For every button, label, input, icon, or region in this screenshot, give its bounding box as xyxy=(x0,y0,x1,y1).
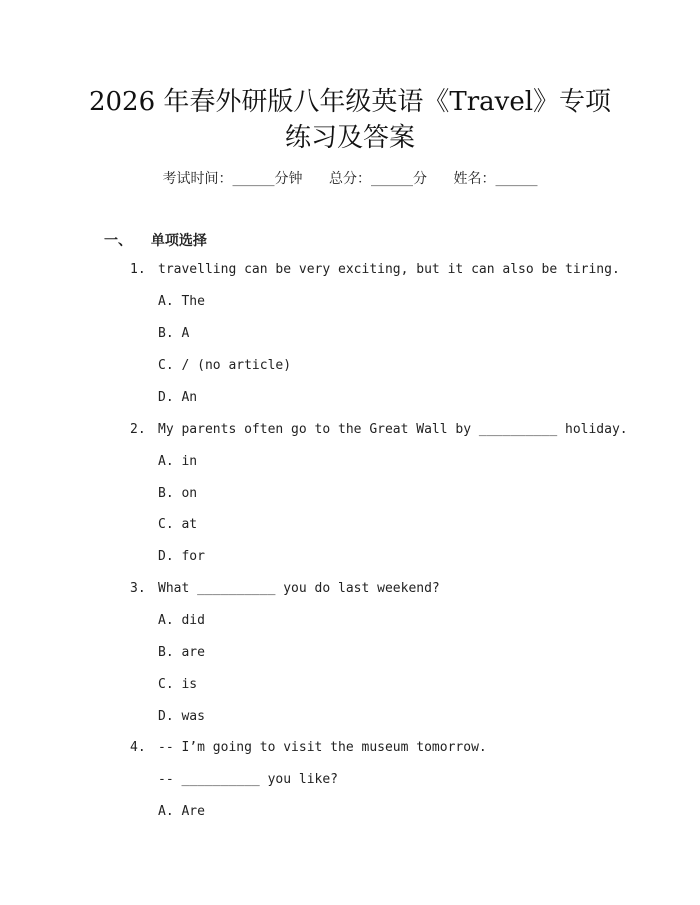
answer-option: D. was xyxy=(158,709,205,724)
answer-option: B. A xyxy=(158,326,190,341)
answer-option: D. for xyxy=(158,549,205,564)
section-number: 一、 xyxy=(104,233,132,249)
question-number: 3. xyxy=(130,581,146,596)
section-title: 单项选择 xyxy=(150,233,207,249)
answer-option: C. is xyxy=(158,677,198,692)
question-text: -- I’m going to visit the museum tomorrow. xyxy=(158,740,487,755)
question-number: 4. xyxy=(130,740,146,755)
question-text: travelling can be very exciting, but it can also be tiring. xyxy=(158,262,620,277)
answer-option: A. in xyxy=(158,454,198,469)
answer-option: B. on xyxy=(158,486,198,501)
total-score-field: 总分：______分 xyxy=(329,171,427,187)
answer-option: C. at xyxy=(158,517,198,532)
section-heading xyxy=(104,230,207,250)
document-title-line-1: 2026 年春外研版八年级英语《Travel》专项 xyxy=(88,87,612,117)
answer-option: A. The xyxy=(158,294,205,309)
question-text: What __________ you do last weekend? xyxy=(158,581,440,596)
question-number: 1. xyxy=(130,262,146,277)
answer-option: D. An xyxy=(158,390,198,405)
exam-time-field: 考试时间：______分钟 xyxy=(162,171,303,187)
answer-option: A. Are xyxy=(158,804,205,819)
answer-option: C. / (no article) xyxy=(158,358,292,373)
answer-option: B. are xyxy=(158,645,205,660)
name-field: 姓名：______ xyxy=(453,171,538,187)
question-text: My parents often go to the Great Wall by __________ holiday. xyxy=(158,422,628,437)
document-title-line-2: 练习及答案 xyxy=(284,123,415,153)
answer-option: A. did xyxy=(158,613,205,628)
question-text-continued: -- __________ you like? xyxy=(158,772,339,787)
question-number: 2. xyxy=(130,422,146,437)
exam-info-row xyxy=(0,168,700,188)
